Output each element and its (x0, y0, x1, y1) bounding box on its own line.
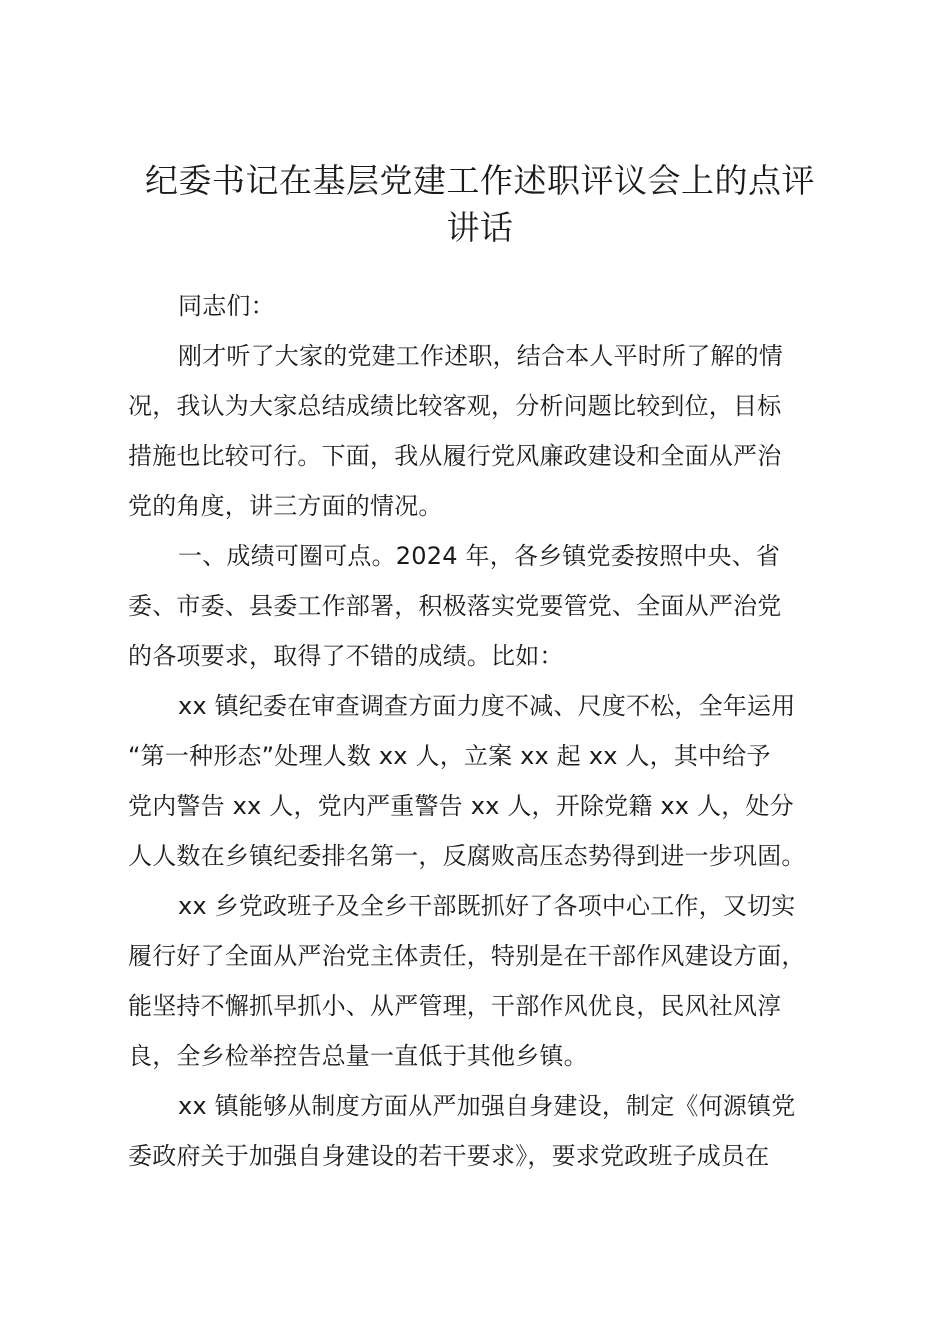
paragraph-line: xx 乡党政班子及全乡干部既抓好了各项中心工作，又切实 (178, 892, 796, 920)
paragraph-greeting (128, 281, 858, 331)
paragraph-line: 委、市委、县委工作部署，积极落实党要管党、全面从严治党 (128, 592, 782, 620)
paragraph-line: 良，全乡检举控告总量一直低于其他乡镇。 (128, 1042, 588, 1070)
paragraph-line: xx 镇能够从制度方面从严加强自身建设，制定《何源镇党 (178, 1092, 796, 1120)
title-line-2: 讲话 (446, 208, 514, 247)
paragraph-line: 措施也比较可行。下面，我从履行党风廉政建设和全面从严治 (128, 442, 782, 470)
title-line-1: 纪委书记在基层党建工作述职评议会上的点评 (145, 161, 815, 200)
document-title (110, 157, 850, 251)
paragraph-example-3 (128, 1081, 858, 1181)
paragraph-line: xx 镇纪委在审查调查方面力度不减、尺度不松，全年运用 (178, 692, 796, 720)
paragraph-line: 党内警告 xx 人，党内严重警告 xx 人，开除党籍 xx 人，处分 (128, 792, 794, 820)
paragraph-line: 况，我认为大家总结成绩比较客观，分析问题比较到位，目标 (128, 392, 782, 420)
paragraph-line: 刚才听了大家的党建工作述职，结合本人平时所了解的情 (178, 342, 783, 370)
paragraph-line: 一、成绩可圈可点。2024 年，各乡镇党委按照中央、省 (178, 542, 781, 570)
paragraph-line: 人人数在乡镇纪委排名第一，反腐败高压态势得到进一步巩固。 (128, 842, 806, 870)
paragraph-example-1 (128, 681, 858, 881)
paragraph-intro (128, 331, 858, 531)
paragraph-line: 党的角度，讲三方面的情况。 (128, 492, 443, 520)
paragraph-line: 同志们： (178, 292, 275, 320)
document-body (128, 281, 858, 1181)
paragraph-line: 委政府关于加强自身建设的若干要求》，要求党政班子成员在 (128, 1142, 770, 1170)
paragraph-section-one (128, 531, 858, 681)
paragraph-line: 履行好了全面从严治党主体责任，特别是在干部作风建设方面， (128, 942, 806, 970)
paragraph-example-2 (128, 881, 858, 1081)
paragraph-line: 能坚持不懈抓早抓小、从严管理，干部作风优良，民风社风淳 (128, 992, 782, 1020)
paragraph-line: “第一种形态”处理人数 xx 人，立案 xx 起 xx 人，其中给予 (128, 742, 771, 770)
paragraph-line: 的各项要求，取得了不错的成绩。比如： (128, 642, 564, 670)
